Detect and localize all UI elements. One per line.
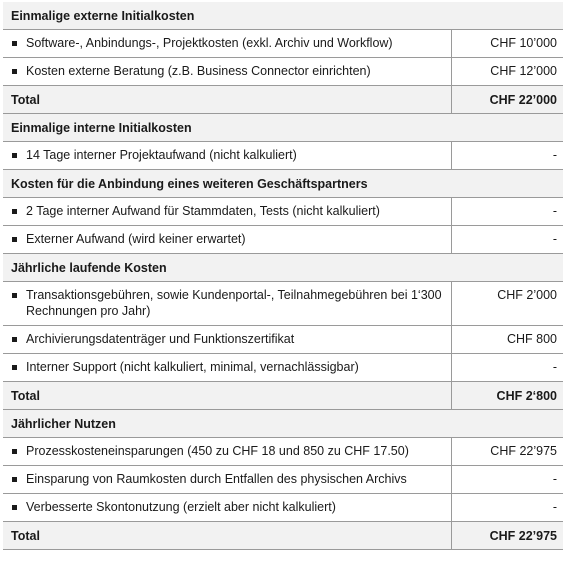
item-description-cell — [3, 142, 451, 170]
item-amount: CHF 800 — [451, 326, 563, 354]
item-amount: - — [451, 466, 563, 494]
item-description-cell — [3, 494, 451, 522]
item-description-cell — [3, 282, 451, 326]
item-amount: CHF 12’000 — [451, 58, 563, 86]
section-header — [3, 410, 563, 438]
table-row — [3, 354, 563, 382]
item-description: Transaktionsgebühren, sowie Kundenportal-, Teilnahmegebühren bei 1‘300 Rechnungen pro Jahr) — [26, 288, 442, 318]
item-description: Archivierungsdatenträger und Funktionszertifikat — [26, 332, 295, 346]
table-row — [3, 142, 563, 170]
item-description-cell — [3, 226, 451, 254]
cost-table-body — [3, 2, 563, 550]
item-description: Einsparung von Raumkosten durch Entfallen des physischen Archivs — [26, 472, 407, 486]
item-description: 14 Tage interner Projektaufwand (nicht kalkuliert) — [26, 148, 297, 162]
total-label: Total — [3, 86, 451, 114]
table-row — [3, 438, 563, 466]
item-amount: CHF 10’000 — [451, 30, 563, 58]
section-header — [3, 170, 563, 198]
item-amount: CHF 2’000 — [451, 282, 563, 326]
total-label: Total — [3, 382, 451, 410]
square-bullet-icon — [12, 153, 17, 158]
section-header — [3, 114, 563, 142]
section-header — [3, 254, 563, 282]
table-row — [3, 326, 563, 354]
item-amount: CHF 22’975 — [451, 438, 563, 466]
section-header — [3, 2, 563, 30]
total-amount: CHF 2‘800 — [451, 382, 563, 410]
item-description-cell — [3, 58, 451, 86]
item-amount: - — [451, 494, 563, 522]
item-amount: - — [451, 354, 563, 382]
square-bullet-icon — [12, 365, 17, 370]
table-row — [3, 58, 563, 86]
section-title: Einmalige interne Initialkosten — [3, 114, 563, 142]
square-bullet-icon — [12, 505, 17, 510]
total-amount: CHF 22’000 — [451, 86, 563, 114]
total-label: Total — [3, 522, 451, 550]
cost-table — [3, 2, 563, 550]
item-amount: - — [451, 198, 563, 226]
table-row — [3, 282, 563, 326]
table-row — [3, 198, 563, 226]
section-title: Jährliche laufende Kosten — [3, 254, 563, 282]
total-row — [3, 522, 563, 550]
square-bullet-icon — [12, 449, 17, 454]
square-bullet-icon — [12, 69, 17, 74]
total-row — [3, 86, 563, 114]
square-bullet-icon — [12, 477, 17, 482]
table-row — [3, 494, 563, 522]
item-amount: - — [451, 226, 563, 254]
item-description: Externer Aufwand (wird keiner erwartet) — [26, 232, 246, 246]
section-title: Jährlicher Nutzen — [3, 410, 563, 438]
square-bullet-icon — [12, 41, 17, 46]
item-description: Kosten externe Beratung (z.B. Business Connector einrichten) — [26, 64, 371, 78]
table-row — [3, 226, 563, 254]
square-bullet-icon — [12, 293, 17, 298]
table-row — [3, 466, 563, 494]
square-bullet-icon — [12, 209, 17, 214]
item-description-cell — [3, 198, 451, 226]
section-title: Einmalige externe Initialkosten — [3, 2, 563, 30]
item-description-cell — [3, 30, 451, 58]
item-description: 2 Tage interner Aufwand für Stammdaten, Tests (nicht kalkuliert) — [26, 204, 380, 218]
item-description: Prozesskosteneinsparungen (450 zu CHF 18 und 850 zu CHF 17.50) — [26, 444, 409, 458]
total-row — [3, 382, 563, 410]
item-description-cell — [3, 354, 451, 382]
square-bullet-icon — [12, 337, 17, 342]
section-title: Kosten für die Anbindung eines weiteren Geschäftspartners — [3, 170, 563, 198]
total-amount: CHF 22’975 — [451, 522, 563, 550]
item-description-cell — [3, 326, 451, 354]
item-description-cell — [3, 466, 451, 494]
item-description-cell — [3, 438, 451, 466]
item-description: Software-, Anbindungs-, Projektkosten (exkl. Archiv und Workflow) — [26, 36, 393, 50]
item-description: Verbesserte Skontonutzung (erzielt aber nicht kalkuliert) — [26, 500, 336, 514]
item-description: Interner Support (nicht kalkuliert, minimal, vernachlässigbar) — [26, 360, 359, 374]
table-row — [3, 30, 563, 58]
item-amount: - — [451, 142, 563, 170]
square-bullet-icon — [12, 237, 17, 242]
